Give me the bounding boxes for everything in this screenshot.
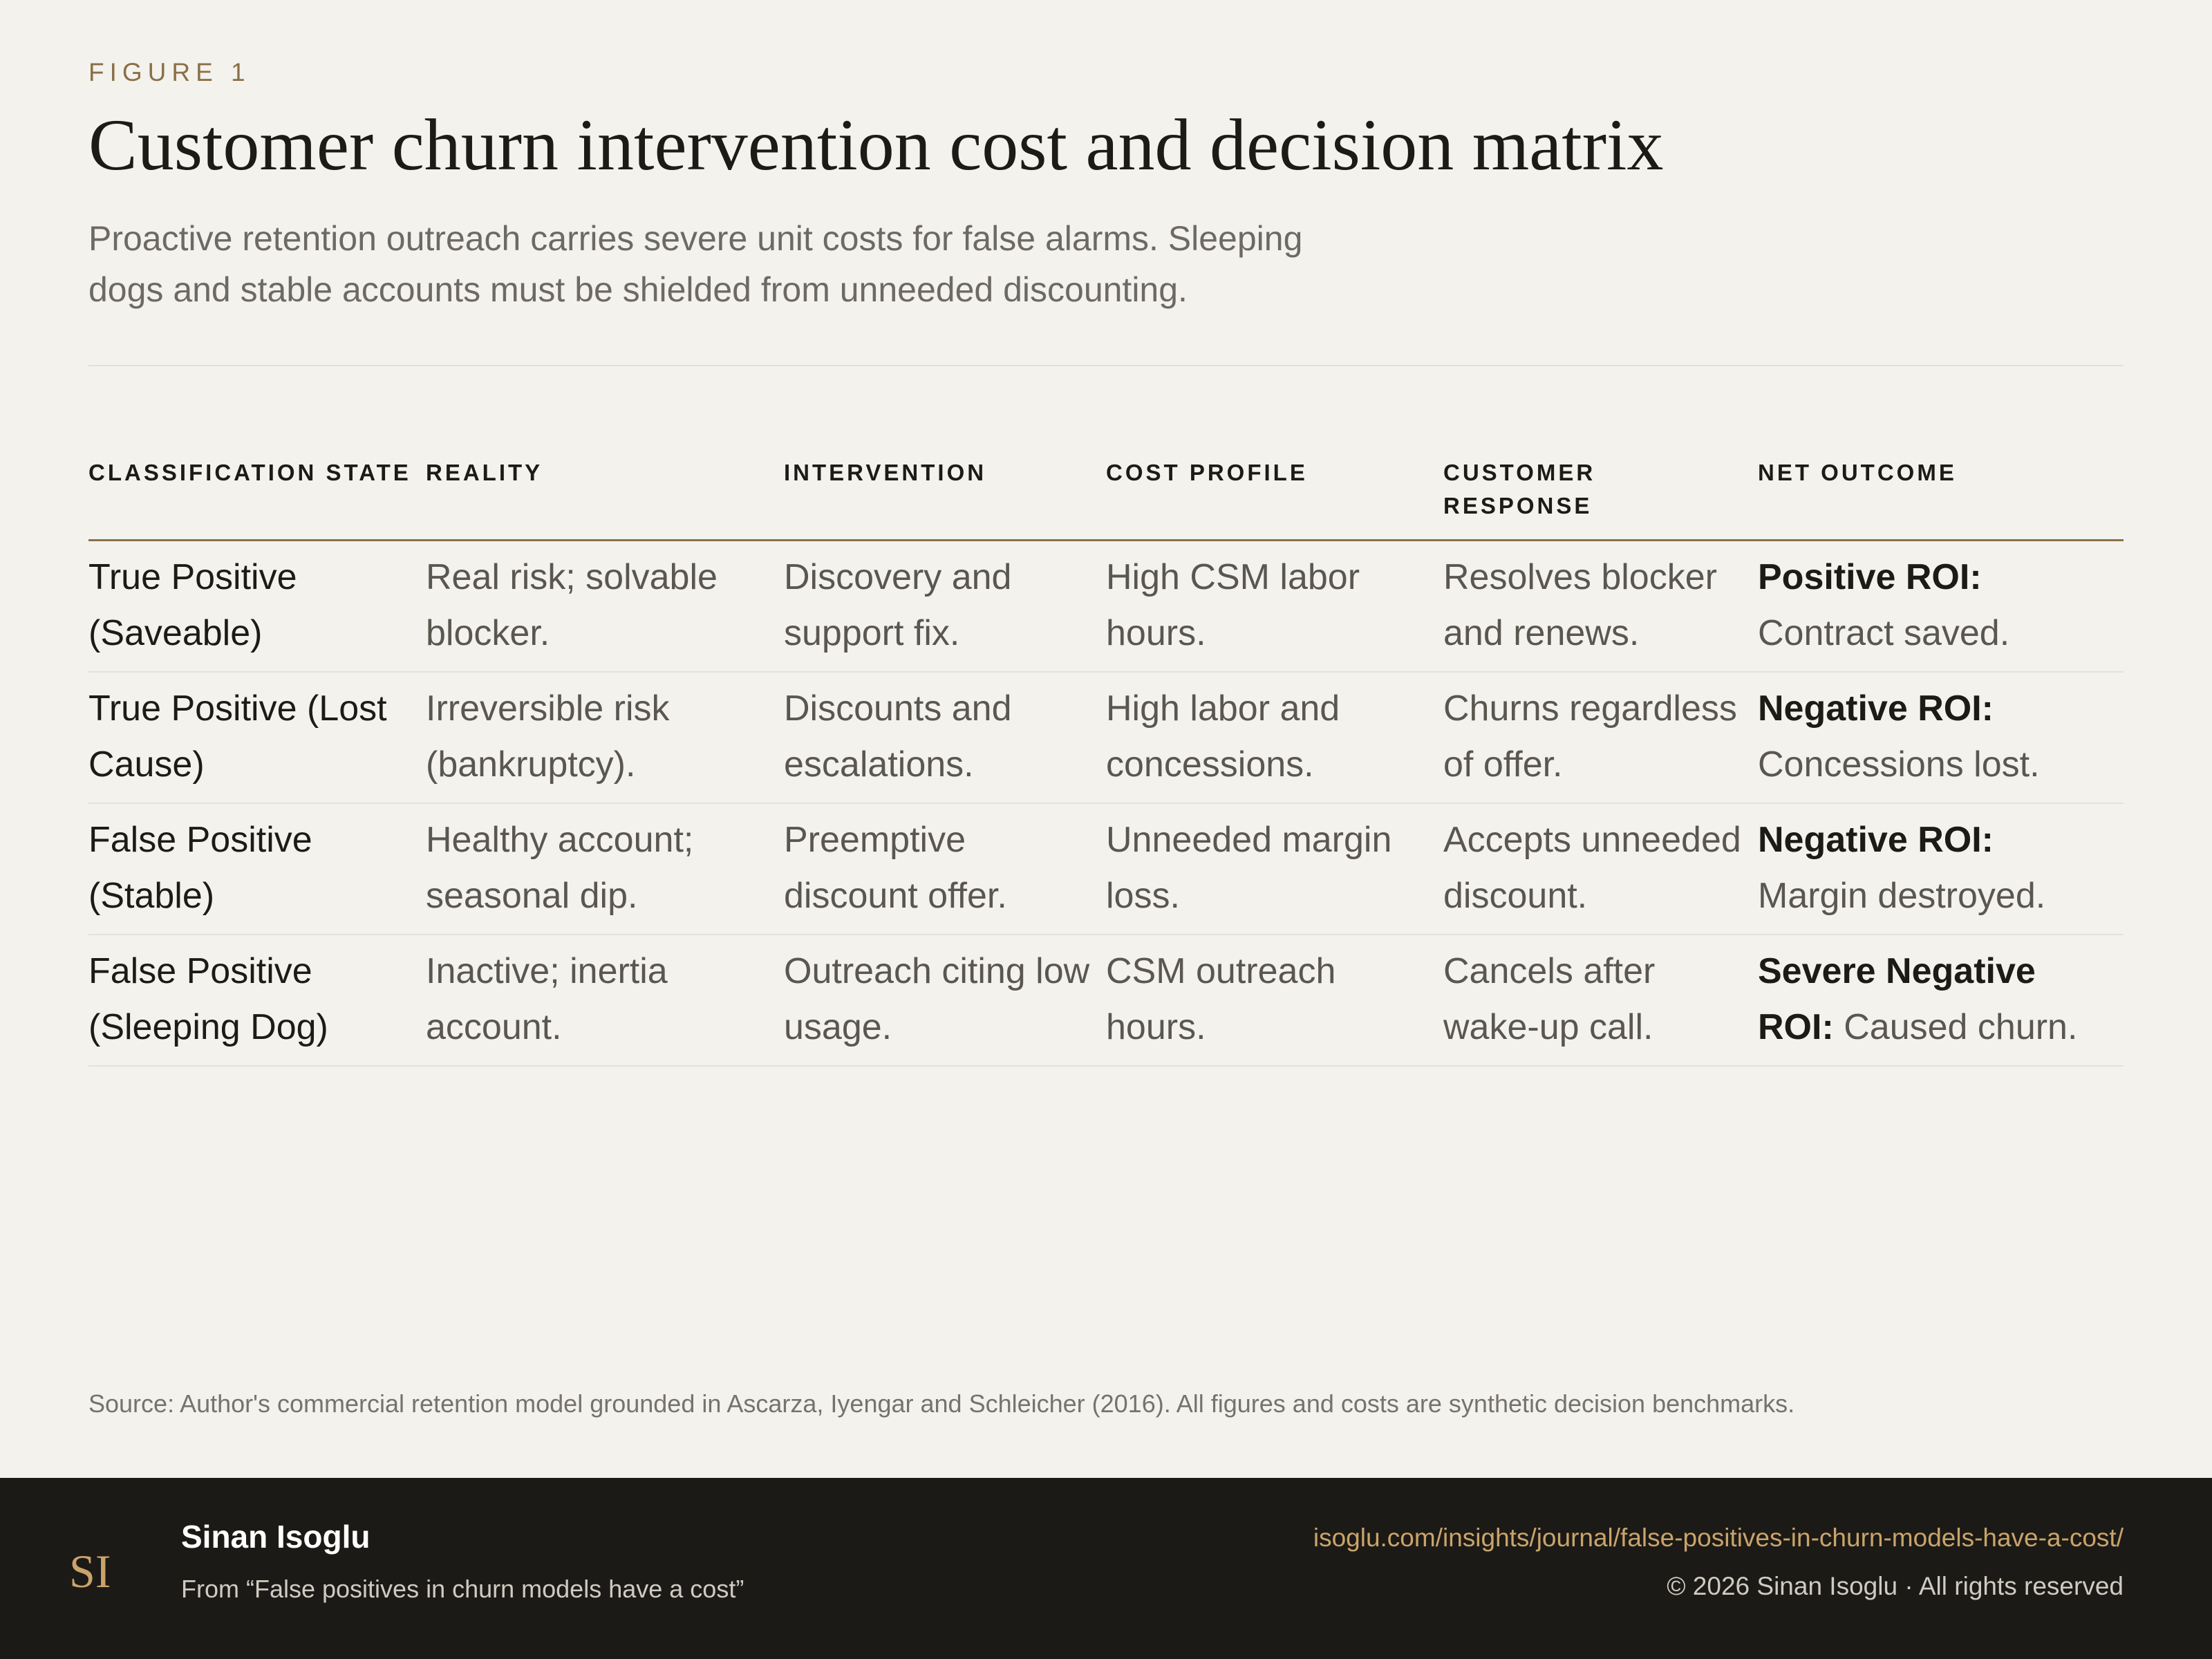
article-link[interactable]: isoglu.com/insights/journal/false-positives-in-churn-models-have-a-cost/ — [1313, 1524, 2124, 1552]
table-header-row — [88, 456, 2124, 541]
column-header-reality: REALITY — [426, 456, 784, 541]
cell-reality: Healthy account; seasonal dip. — [426, 803, 784, 935]
outcome-text: Concessions lost. — [1758, 744, 2040, 785]
cell-cost-profile: Unneeded margin loss. — [1106, 803, 1443, 935]
outcome-text: Margin destroyed. — [1758, 876, 2046, 916]
column-header-classification-state: CLASSIFICATION STATE — [88, 456, 426, 541]
column-header-cost-profile: COST PROFILE — [1106, 456, 1443, 541]
cell-reality: Inactive; inertia account. — [426, 935, 784, 1066]
cell-intervention: Preemptive discount offer. — [784, 803, 1106, 935]
cell-reality: Irreversible risk (bankruptcy). — [426, 672, 784, 803]
table-row — [88, 935, 2124, 1066]
column-header-net-outcome: NET OUTCOME — [1758, 456, 2124, 541]
page-subtitle: Proactive retention outreach carries severe unit costs for false alarms. Sleeping dogs and stable accounts must be shielded from unneeded discounting. — [88, 219, 1303, 309]
cell-intervention: Discounts and escalations. — [784, 672, 1106, 803]
cell-intervention: Discovery and support fix. — [784, 541, 1106, 673]
cell-classification-state: True Positive (Saveable) — [88, 541, 426, 673]
cell-net-outcome — [1758, 541, 2124, 673]
decision-matrix-table — [88, 456, 2124, 1067]
cell-net-outcome — [1758, 935, 2124, 1066]
cell-customer-response: Resolves blocker and renews. — [1443, 541, 1758, 673]
cell-customer-response: Cancels after wake-up call. — [1443, 935, 1758, 1066]
cell-cost-profile: High labor and concessions. — [1106, 672, 1443, 803]
footer — [0, 1478, 2212, 1659]
table-row — [88, 803, 2124, 935]
cell-classification-state: False Positive (Sleeping Dog) — [88, 935, 426, 1066]
outcome-label: Severe Negative ROI: — [1758, 951, 2036, 1047]
column-header-intervention: INTERVENTION — [784, 456, 1106, 541]
outcome-text: Contract saved. — [1758, 613, 2010, 653]
author-name: Sinan Isoglu — [181, 1519, 371, 1555]
outcome-label: Positive ROI: — [1758, 557, 1982, 597]
table-row — [88, 541, 2124, 673]
cell-net-outcome — [1758, 803, 2124, 935]
outcome-label: Negative ROI: — [1758, 688, 1994, 729]
copyright-notice: © 2026 Sinan Isoglu · All rights reserved — [1667, 1572, 2124, 1600]
cell-classification-state: False Positive (Stable) — [88, 803, 426, 935]
figure-label: FIGURE 1 — [88, 58, 251, 86]
cell-cost-profile: High CSM labor hours. — [1106, 541, 1443, 673]
cell-reality: Real risk; solvable blocker. — [426, 541, 784, 673]
cell-classification-state: True Positive (Lost Cause) — [88, 672, 426, 803]
monogram-logo-icon — [65, 1541, 120, 1600]
page-title: Customer churn intervention cost and decision matrix — [88, 104, 1664, 185]
source-note: Source: Author's commercial retention model grounded in Ascarza, Iyengar and Schleicher (2016). All figures and costs are synthetic decision benchmarks. — [88, 1389, 1795, 1418]
article-reference: From “False positives in churn models have a cost” — [181, 1575, 744, 1603]
table-row — [88, 672, 2124, 803]
column-header-customer-response: CUSTOMER RESPONSE — [1443, 456, 1758, 541]
svg-text:SI: SI — [69, 1545, 111, 1597]
cell-intervention: Outreach citing low usage. — [784, 935, 1106, 1066]
outcome-label: Negative ROI: — [1758, 820, 1994, 860]
outcome-text: Caused churn. — [1844, 1007, 2078, 1047]
cell-customer-response: Churns regardless of offer. — [1443, 672, 1758, 803]
cell-customer-response: Accepts unneeded discount. — [1443, 803, 1758, 935]
header-divider — [88, 365, 2124, 366]
cell-net-outcome — [1758, 672, 2124, 803]
cell-cost-profile: CSM outreach hours. — [1106, 935, 1443, 1066]
